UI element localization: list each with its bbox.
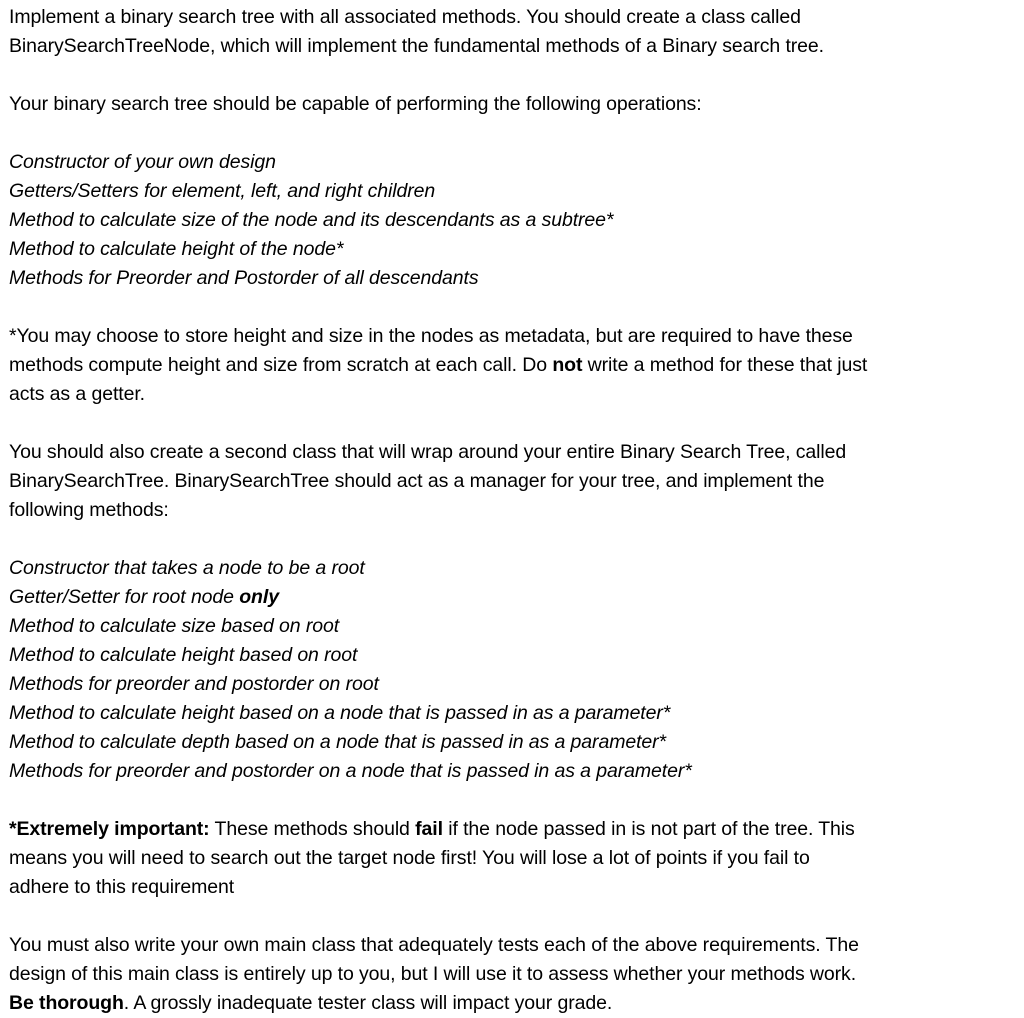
paragraph-gap (9, 61, 1024, 90)
main-section-text: . A grossly inadequate tester class will impact your grade. (123, 992, 613, 1014)
tree-section-line-1: You should also create a second class that will wrap around your entire Binary Search Tree, called (9, 441, 847, 463)
tree-requirement-text: Getter/Setter for root node (9, 586, 240, 608)
node-requirement-item: Methods for Preorder and Postorder of all descendants (9, 267, 479, 289)
tree-requirement-item: Method to calculate height based on a node that is passed in as a parameter* (9, 702, 671, 724)
important-lead: *Extremely important: (9, 818, 210, 840)
paragraph-gap (9, 293, 1024, 322)
tree-requirement-item: Method to calculate depth based on a node that is passed in as a parameter* (9, 731, 667, 753)
footnote-line-2 (9, 351, 1024, 380)
tree-requirement-emphasis: only (239, 586, 279, 608)
main-section-line-3 (9, 989, 1024, 1018)
footnote-emphasis: not (552, 354, 583, 376)
tree-requirement-item: Method to calculate size based on root (9, 615, 340, 637)
tree-requirement-item (9, 583, 1024, 612)
main-section-line-2: design of this main class is entirely up to you, but I will use it to assess whether your methods work. (9, 963, 857, 985)
node-requirement-item: Getters/Setters for element, left, and right children (9, 180, 436, 202)
important-line-2: means you will need to search out the target node first! You will lose a lot of points if you fail to (9, 847, 810, 869)
tree-section-line-2: BinarySearchTree. BinarySearchTree should act as a manager for your tree, and implement the (9, 470, 825, 492)
footnote-line-3: acts as a getter. (9, 383, 145, 405)
tree-requirement-item: Methods for preorder and postorder on root (9, 673, 379, 695)
node-requirement-item: Method to calculate height of the node* (9, 238, 344, 260)
node-requirement-item: Constructor of your own design (9, 151, 276, 173)
node-requirement-item: Method to calculate size of the node and its descendants as a subtree* (9, 209, 614, 231)
intro-line-2: BinarySearchTreeNode, which will implement the fundamental methods of a Binary search tree. (9, 35, 824, 57)
important-line-3: adhere to this requirement (9, 876, 235, 898)
paragraph-gap (9, 525, 1024, 554)
footnote-line-1: *You may choose to store height and size in the nodes as metadata, but are required to have these (9, 325, 853, 347)
important-line-1 (9, 815, 1024, 844)
important-text: These methods should (209, 818, 416, 840)
paragraph-gap (9, 119, 1024, 148)
intro-line-1: Implement a binary search tree with all associated methods. You should create a class called (9, 6, 801, 28)
footnote-text: write a method for these that just (582, 354, 868, 376)
tree-section-line-3: following methods: (9, 499, 169, 521)
tree-requirement-item: Constructor that takes a node to be a root (9, 557, 365, 579)
main-section-line-1: You must also write your own main class that adequately tests each of the above requirements. The (9, 934, 859, 956)
important-text: if the node passed in is not part of the tree. This (442, 818, 855, 840)
tree-requirement-item: Method to calculate height based on root (9, 644, 358, 666)
paragraph-gap (9, 902, 1024, 931)
paragraph-gap (9, 409, 1024, 438)
important-emphasis: fail (415, 818, 443, 840)
footnote-text: methods compute height and size from scratch at each call. Do (9, 354, 553, 376)
node-section-lead: Your binary search tree should be capable of performing the following operations: (9, 93, 702, 115)
paragraph-gap (9, 786, 1024, 815)
main-section-emphasis: Be thorough (9, 992, 124, 1014)
tree-requirement-item: Methods for preorder and postorder on a node that is passed in as a parameter* (9, 760, 692, 782)
